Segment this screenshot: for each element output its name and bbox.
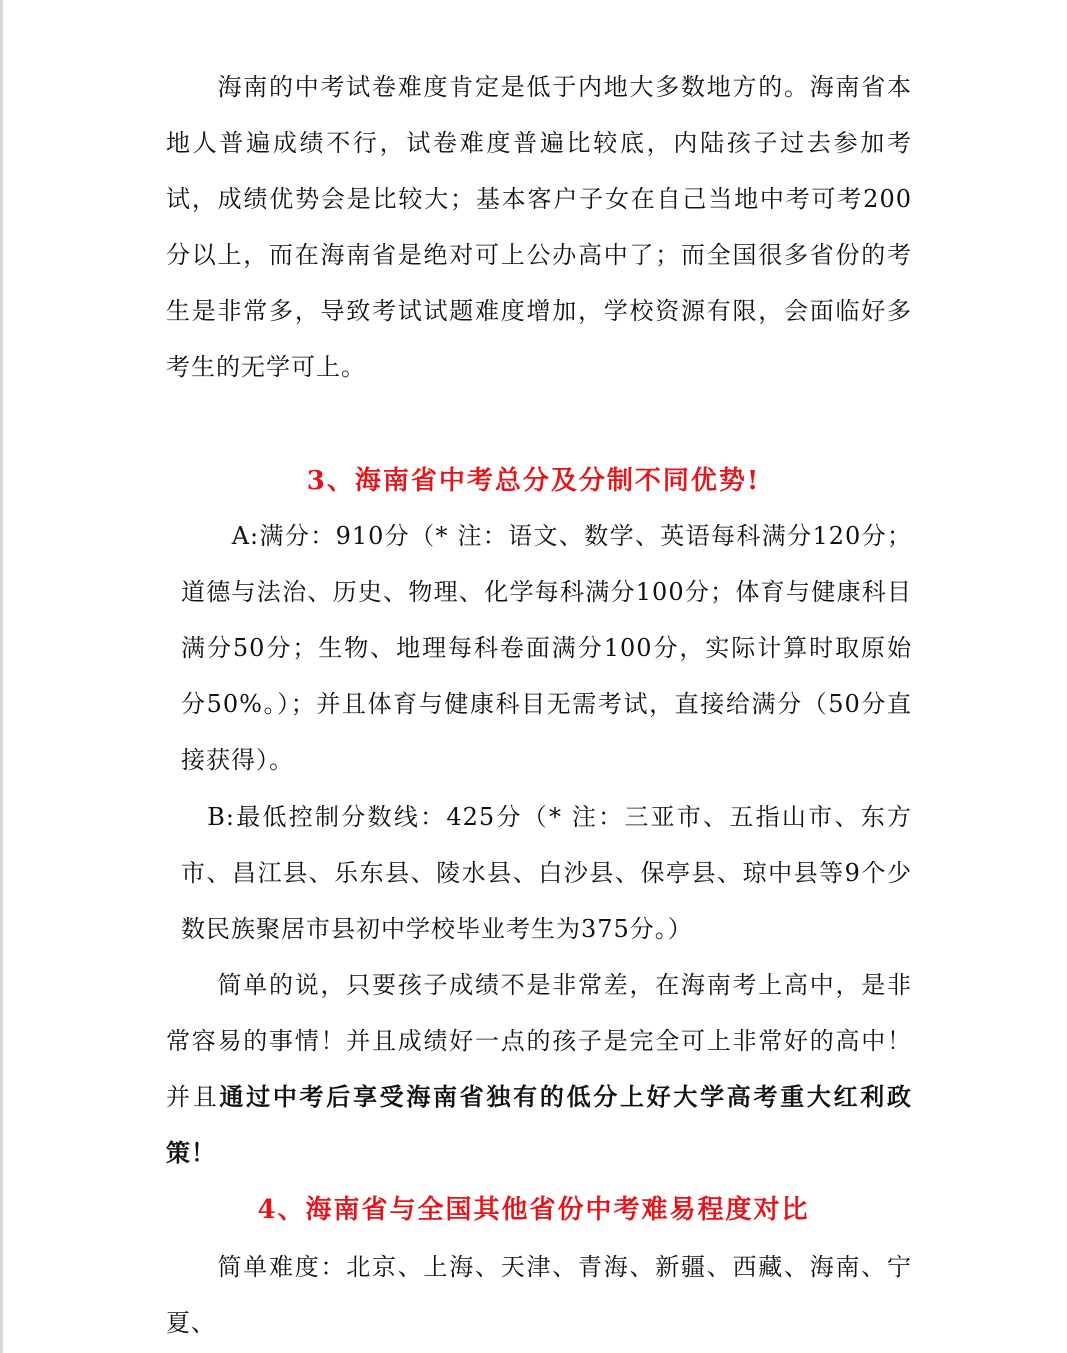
- full-score-item: A:满分：910分（* 注：语文、数学、英语每科满分120分；道德与法治、历史、物理、化学每科满分100分；体育与健康科目满分50分；生物、地理每科卷面满分100分，实际计算时取原始分50%。）；并且体育与健康科目无需考试，直接给满分（50分直接获得）。: [181, 522, 912, 774]
- summary-paragraph: [166, 957, 912, 1181]
- section-3-heading: 3、海南省中考总分及分制不同优势!: [306, 466, 761, 496]
- min-score-item: B:最低控制分数线：425分（* 注：三亚市、五指山市、东方市、昌江县、乐东县、陵水县、白沙县、保亭县、琼中县等9个少数民族聚居市县初中学校毕业考生为375分。）: [181, 803, 912, 943]
- intro-paragraph: 海南的中考试卷难度肯定是低于内地大多数地方的。海南省本地人普遍成绩不行，试卷难度普遍比较底，内陆孩子过去参加考试，成绩优势会是比较大；基本客户子女在自己当地中考可考200分以上，而在海南省是绝对可上公办高中了；而全国很多省份的考生是非常多，导致考试试题难度增加，学校资源有限，会面临好多考生的无学可上。: [166, 73, 912, 381]
- section-4-heading: 4、海南省与全国其他省份中考难易程度对比: [257, 1195, 810, 1225]
- summary-bold-text: 通过中考后享受海南省独有的低分上好大学高考重大红利政策！: [166, 1082, 913, 1167]
- easy-difficulty-list: 简单难度：北京、上海、天津、青海、新疆、西藏、海南、宁夏、: [166, 1253, 912, 1337]
- summary-lead-text: 简单的说，只要孩子成绩不是非常差，在海南考上高中，是非常容易的事情！并且成绩好一点的孩子是完全可上非常好的高中！并且: [166, 971, 912, 1111]
